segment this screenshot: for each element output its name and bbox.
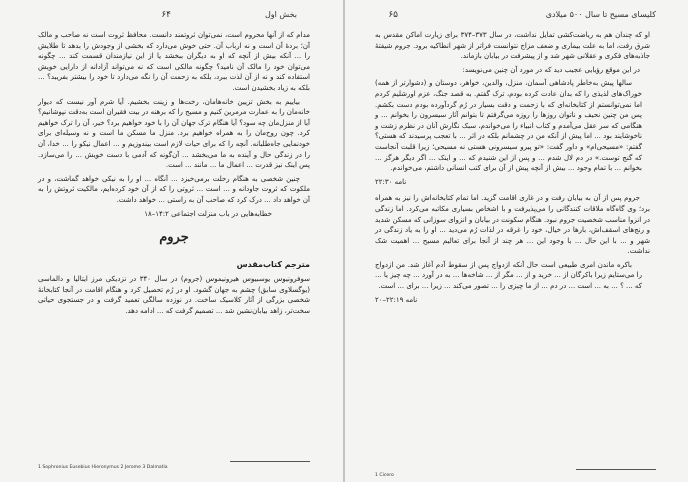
paragraph: سوفرونیوس یوسبیوس هیرونیموس (جروم) در سال ۳۴۰ در نزدیکی مرز ایتالیا و دالماسی (یوگسلاوی سابق) چشم به جهان گشود. او در رُم تحصیل کرد و هنگام اقامت در آنجا کتابخانۀ شخصی بزرگی از آثار کلاسیک ساخت. در نوزده سالگی تعمید گرفت و در جستجوی حیاتی سخت‌تر، زاهد بیابان‌نشین شد ... تصمیم گرفت که ... ادامه دهد. [38, 275, 310, 316]
right-page [345, 0, 688, 482]
left-footnote: 1 Sophronius Eusebius Hieronymus 2 Jerome 3 Dalmatia [38, 465, 168, 470]
left-running-head: بخش اول [264, 10, 297, 19]
right-body [375, 30, 650, 311]
right-running-head: کلیسای مسیح تا سال ۵۰۰ میلادی [545, 10, 656, 19]
subheading: مترجم کتاب‌مقدس [236, 259, 310, 269]
right-footnote: 1 Cicero [375, 473, 394, 478]
left-citation: خطابه‌هایی در باب منزلت اجتماعی ۱۴:۲–۱۸ [144, 209, 272, 218]
paragraph: جروم پس از آن به بیابان رفت و در غاری اقامت گزید. اما تمام کتابخانه‌اش را نیز به همراه برد؛ وی گاه‌گاه ملاقات کنندگانی را می‌پذیرفت و با اشخاص بسیاری مکاتبه می‌کرد. اما زندگی در انزوا مناسب شخصیت جروم نبود. هنگام سکونت در بیابان و انزوای سوزانی که مسکن شدید و رنج‌های اسقف‌اش، بارها در خیال، خود را غرقه در لذات رُم می‌دید ... او را به یاد زندگی در شهر و ... با این حال ... با وجود این ... هر چند از آنجا برای تعالیم مسیح ... اهمیت شک نداشت. [375, 194, 650, 256]
right-page-number: ۶۵ [388, 10, 398, 20]
left-body [38, 30, 310, 320]
section-title: جروم [159, 230, 189, 246]
right-citation-top: نامه ۲۲:۳۰ [375, 177, 407, 186]
paragraph: چنین شخصی به هنگام رحلت برمی‌خیزد ... آنگاه ... او را به نیکی خواهد گماشت، و در ملکوت که ثروت جاودانه و ... است ... ثروتی را که از آن خود کرده‌ایم، مالکیت ثروتش را به آن خواهد داد ... درک کرد که صاحب آن به راستی ... خواهد داشت. [38, 174, 310, 204]
paragraph: در این موقع رؤیایی عجیب دید که در مورد آن چنین می‌نویسد: [462, 65, 640, 74]
right-footnote-rule [576, 469, 656, 470]
paragraph: مدام که از آنها محروم است، نمی‌توان ثروتمند دانست. محافظ ثروت است نه صاحب و مالک آن؛ بردۀ آن است و نه ارباب آن. حتی خوش می‌دارد که بخشی از وجودش را بدهد تا طلایش را ... آنکه بیش از آنچه که او به دیگران ببخشد یا از این نیازمندان قسمت کند ... چگونه می‌توان خود را مالک آن نامید؟ چگونه مالکی است که نه می‌تواند آزادانه از دارایی خویش استفاده کند و نه از آن لذت ببرد، بلکه به زحمت آن را نگه می‌دارد تا خود را بیشتر بفریبد؟ ... بلکه به زیاد بخشیدن است. [38, 31, 310, 92]
left-page-number: ۶۴ [161, 10, 171, 20]
quoted-passage: باکره ماندن امری طبیعی است حال آنکه ازدواج پس از سقوط آدم آغاز شد. من ازدواج را می‌ستایم زیرا باکرگان از ... خرید و از ... مگر از ... شاخه‌ها ... به در آورد ... چه چیز یا ... که ... ؟ ... به ... است ... در دم ... از ما چیزی را ... تصور می‌کند ... زیرا ... برای ... است. [375, 260, 642, 291]
paragraph: او که چندان هم به ریاضت‌کشی تمایل نداشت، در سال ۳۷۳–۳۷۴ برای زیارت اماکن مقدس به شرق رفت، اما به علت بیماری و ضعف مزاج نتوانست فراتر از شهر انطاکیه برود. جروم شیفتۀ جاذبه‌های فکری و عقلانی شهر شد و از پیشرفت در بیابان بازماند. [375, 31, 650, 61]
right-citation-bottom: نامه ۲۲:۱۹–۲۰ [375, 295, 418, 304]
paragraph: بیاییم به بخش تزیین خانه‌هامان، رخت‌ها و زینت بخشیم. آیا شرم آور نیست که دیوار خانه‌مان را به عمارت مرمرین کنیم و مسیح را که برهنه در بیت فقیران است به‌دقت نپوشانیم؟ آیا از منزل‌مان چه سود؟ آیا هنگام ترک جهان آن را با خود خواهیم برد؟ خیر، آن را ترک خواهیم کرد. چون روح‌مان را به همراه خواهیم برد. منزل ما مسکن ما است و نه وسیله‌ای برای خودنمایی جاه‌طلبانه. آنچه را که برای حیات لازم است بیندوزیم و ... اعمال نیکو را ... خدا، آن را در زندگی حال و آینده به ما می‌بخشد ... آن‌گونه که آدمی با دست خویش ... را می‌سازد. پس اینک نیز قدرت ... اعمال ما ... مانند ... است. [38, 97, 310, 170]
left-footnote-rule [230, 461, 310, 462]
quoted-passage: سالها پیش به‌خاطر پادشاهی آسمان، منزل، والدین، خواهر، دوستان و (دشوارتر از همه) خوراک‌های لذیذی را که بدان عادت کرده بودم، ترک گفتم. به قصد جنگ، عزم اورشلیم کردم اما نمی‌توانستم از کتابخانه‌ای که با زحمت و دقت بسیار در رُم گردآورده بودم دست بکشم. پس من چنین نحیف و ناتوان روزها را روزه می‌گرفتم تا بتوانم آثار سیسرون را بخوانم ... و هنگامی که سر عقل می‌آمدم و کتاب انبیاء را می‌خواندم، سبک نگارش آنان در نظرم زشت و ناخوشایند بود ... اما پیش از آنکه من در چشمانم بلکه در اثر ... با تعجب پرسیدند که هستی؟ گفتم: «مسیحی‌ام» و داور گفت: «تو پیرو سیسرونی هستی نه مسیحی؛ زیرا قلبت آنجاست که گنج توست.» در دم لال شدم ... و پس از این شنیدم که ... و اینک ... اگر دیگر هرگز ... بخوانم ... با تمام وجود ... بیش از آنچه پیش از آن برای کتب انسانی داشتم، می‌خواندم. [375, 79, 642, 173]
left-page [0, 0, 343, 482]
